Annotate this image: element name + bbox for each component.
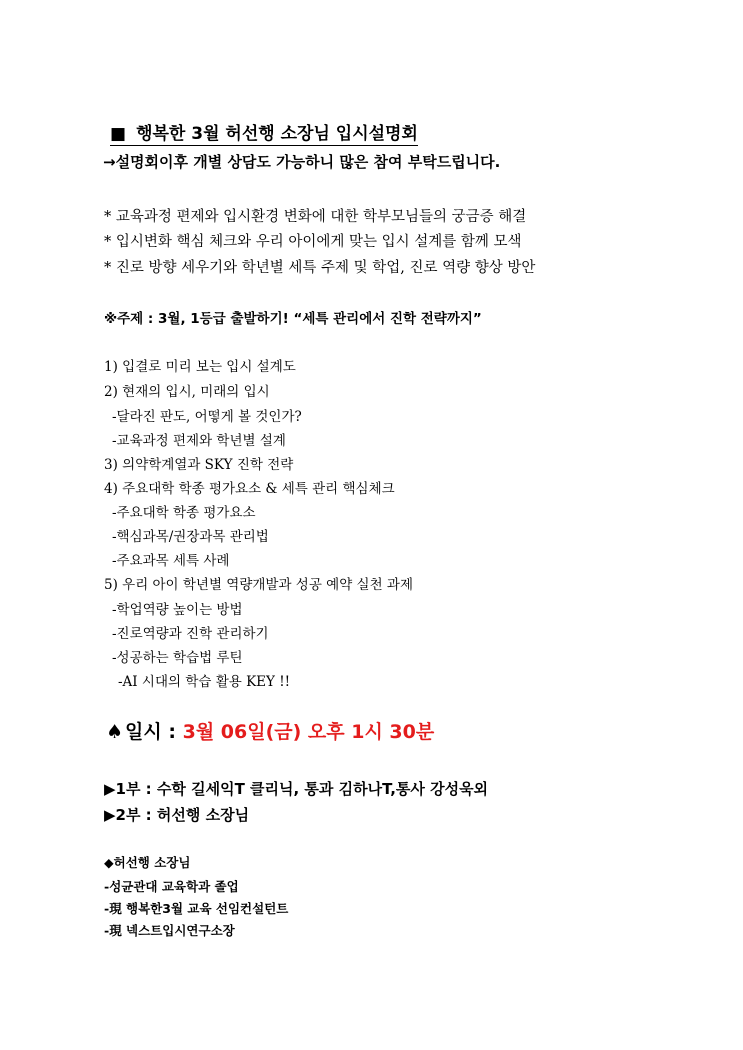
outline-item: 2) 현재의 입시, 미래의 입시 bbox=[104, 384, 270, 400]
outline-item: 3) 의약학계열과 SKY 진학 전략 bbox=[104, 457, 294, 473]
bullet-item: * 교육과정 편제와 입시환경 변화에 대한 학부모님들의 궁금증 해결 bbox=[104, 209, 527, 225]
program-part: ▶2부 : 허선행 소장님 bbox=[104, 806, 250, 824]
outline-item: 1) 입결로 미리 보는 입시 설계도 bbox=[104, 359, 296, 375]
bullet-item: * 입시변화 핵심 체크와 우리 아이에게 맞는 입시 설계를 함께 모색 bbox=[104, 234, 522, 250]
profile-item: -現 행복한3월 교육 선임컨설턴트 bbox=[104, 901, 289, 916]
profile-item: -現 넥스트입시연구소장 bbox=[104, 923, 235, 938]
consultation-note: →설명회이후 개별 상담도 가능하니 많은 참여 부탁드립니다. bbox=[103, 153, 501, 171]
bullet-item: * 진로 방향 세우기와 학년별 세특 주제 및 학업, 진로 역량 향상 방안 bbox=[104, 260, 536, 276]
event-date bbox=[106, 717, 434, 744]
outline-subitem: -교육과정 편제와 학년별 설계 bbox=[112, 433, 286, 449]
profile-heading: ◆허선행 소장님 bbox=[104, 855, 191, 870]
outline-subitem: -AI 시대의 학습 활용 KEY !! bbox=[118, 674, 291, 690]
date-label: 일시 : bbox=[125, 721, 183, 743]
outline-subitem: -학업역량 높이는 방법 bbox=[112, 602, 243, 618]
outline-item: 5) 우리 아이 학년별 역량개발과 성공 예약 실천 과제 bbox=[104, 577, 414, 593]
outline-item: 4) 주요대학 학종 평가요소 & 세특 관리 핵심체크 bbox=[104, 481, 395, 497]
outline-subitem: -주요대학 학종 평가요소 bbox=[112, 505, 256, 521]
date-value: 3월 06일(금) 오후 1시 30분 bbox=[182, 721, 435, 743]
outline-subitem: -주요과목 세특 사례 bbox=[112, 553, 230, 569]
square-bullet-icon: ■ bbox=[110, 124, 127, 144]
page-title bbox=[110, 119, 418, 146]
title-text: 행복한 3월 허선행 소장님 입시설명회 bbox=[136, 124, 418, 144]
topic-heading: ※주제 : 3월, 1등급 출발하기! “세특 관리에서 진학 전략까지” bbox=[104, 311, 482, 327]
outline-subitem: -달라진 판도, 어떻게 볼 것인가? bbox=[112, 409, 302, 425]
outline-subitem: -성공하는 학습법 루틴 bbox=[112, 650, 243, 666]
spade-icon: ♠ bbox=[106, 721, 124, 743]
profile-item: -성균관대 교육학과 졸업 bbox=[104, 879, 239, 894]
outline-subitem: -핵심과목/권장과목 관리법 bbox=[112, 529, 269, 545]
outline-subitem: -진로역량과 진학 관리하기 bbox=[112, 626, 269, 642]
program-part: ▶1부 : 수학 길세익T 클리닉, 통과 김하나T,통사 강성욱외 bbox=[104, 780, 489, 798]
